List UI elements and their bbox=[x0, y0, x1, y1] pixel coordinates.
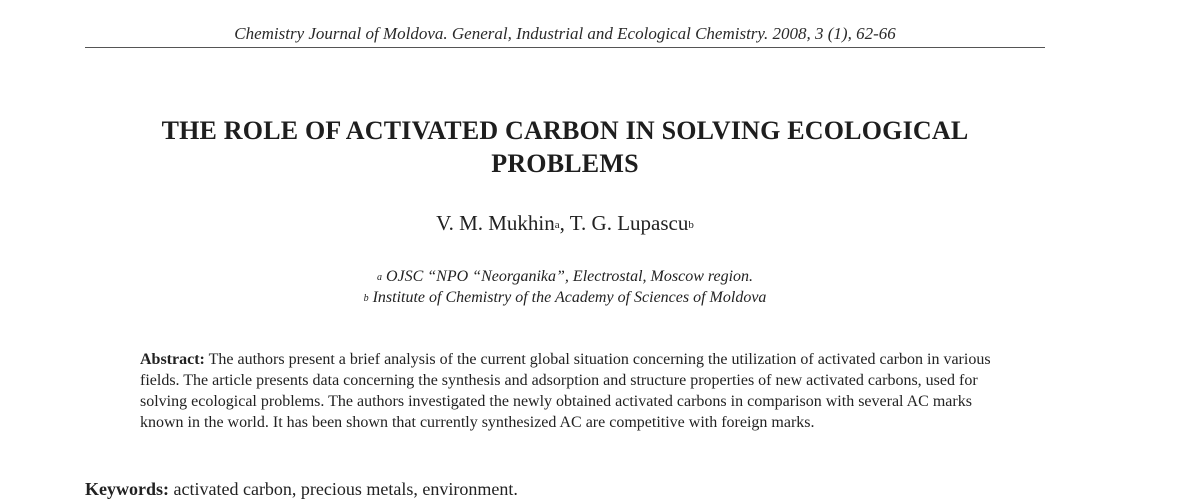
author-separator: , bbox=[559, 211, 570, 235]
affiliation-mark: a bbox=[376, 272, 382, 283]
keywords-text: activated carbon, precious metals, environment. bbox=[173, 479, 518, 499]
abstract-text: The authors present a brief analysis of the current global situation concerning the utilization of activated carbon in various fields. The article presents data concerning the synthesis and adsorption and structure properties of new activated carbons, used for solving ecological problems. The authors investigated the newly obtained activated carbons in comparison with several AC marks known in the world. It has been shown that currently synthesized AC are competitive with foreign marks. bbox=[140, 351, 991, 431]
keywords-section bbox=[85, 478, 1045, 500]
title-line-2: PROBLEMS bbox=[491, 149, 639, 178]
title-line-1: THE ROLE OF ACTIVATED CARBON IN SOLVING ECOLOGICAL bbox=[161, 116, 969, 145]
affiliation-list bbox=[85, 266, 1045, 308]
author-list bbox=[85, 209, 1045, 237]
keywords-label: Keywords: bbox=[85, 479, 169, 499]
header-divider bbox=[85, 47, 1045, 48]
abstract-label: Abstract: bbox=[140, 351, 205, 368]
author-affiliation-mark: a bbox=[554, 219, 560, 231]
author-name: V. M. Mukhin bbox=[436, 211, 555, 235]
abstract-section bbox=[140, 349, 1000, 433]
paper-title bbox=[85, 114, 1045, 180]
journal-citation-header: Chemistry Journal of Moldova. General, Industrial and Ecological Chemistry. 2008, 3 (1), 62-66 bbox=[234, 24, 896, 43]
affiliation-text: OJSC “NPO “Neorganika”, Electrostal, Moscow region. bbox=[385, 268, 754, 285]
affiliation-text: Institute of Chemistry of the Academy of Sciences of Moldova bbox=[372, 289, 767, 306]
affiliation-item bbox=[85, 266, 1045, 287]
author-affiliation-mark: b bbox=[688, 219, 694, 231]
affiliation-mark: b bbox=[363, 293, 369, 304]
affiliation-item bbox=[85, 287, 1045, 308]
author-name: T. G. Lupascu bbox=[569, 211, 689, 235]
